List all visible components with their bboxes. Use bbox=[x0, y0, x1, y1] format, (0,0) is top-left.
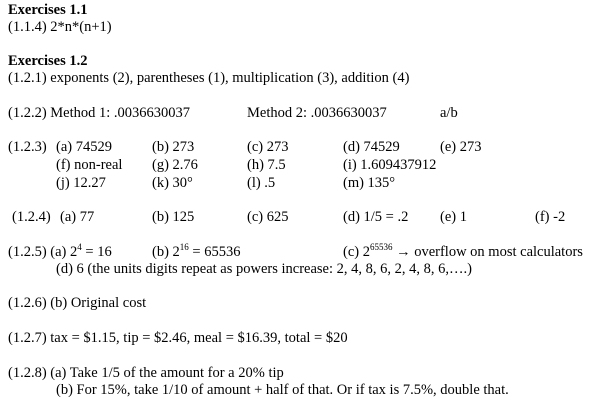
answer-1-2-4-c: (c) 625 bbox=[247, 209, 289, 225]
answer-1-2-3-g: (g) 2.76 bbox=[152, 157, 198, 173]
answer-1-2-5-c: (c) $2^{65536}$ → overflow on most calculators bbox=[343, 242, 583, 260]
answer-1-2-3-label: (1.2.3) bbox=[8, 139, 47, 155]
answer-1-2-2-method2: Method 2: .0036630037 bbox=[247, 105, 387, 121]
answer-1-2-3-d: (d) 74529 bbox=[343, 139, 400, 155]
answer-1-2-3-i: (i) 1.609437912 bbox=[343, 157, 437, 173]
answer-1-1-4: (1.1.4) 2*n*(n+1) bbox=[8, 19, 112, 35]
answer-1-2-3-f: (f) non-real bbox=[56, 157, 123, 173]
answer-1-2-1: (1.2.1) exponents (2), parentheses (1), multiplication (3), addition (4) bbox=[8, 70, 410, 86]
answer-1-2-3-k: (k) 30° bbox=[152, 175, 193, 191]
answer-1-2-3-j: (j) 12.27 bbox=[56, 175, 106, 191]
answer-1-2-4-d: (d) 1/5 = .2 bbox=[343, 209, 409, 225]
answer-1-2-3-c: (c) 273 bbox=[247, 139, 289, 155]
answer-1-2-2-method1: (1.2.2) Method 1: .0036630037 bbox=[8, 105, 191, 121]
answer-1-2-3-a: (a) 74529 bbox=[56, 139, 112, 155]
answer-1-2-3-e: (e) 273 bbox=[440, 139, 482, 155]
answer-1-2-5-b: (b) $2^{16} = 65536$ bbox=[152, 242, 241, 260]
answer-1-2-4-e: (e) 1 bbox=[440, 209, 467, 225]
answer-1-2-4-label: (1.2.4) bbox=[12, 209, 51, 225]
answer-1-2-2-ab: a/b bbox=[440, 105, 458, 121]
answer-1-2-5-a: (1.2.5) (a) $2^4 = 16$ bbox=[8, 242, 112, 260]
answer-1-2-4-b: (b) 125 bbox=[152, 209, 195, 225]
answer-1-2-4-a: (a) 77 bbox=[60, 209, 95, 225]
answer-1-2-6: (1.2.6) (b) Original cost bbox=[8, 295, 147, 311]
answer-1-2-3-l: (l) .5 bbox=[247, 175, 276, 191]
answer-1-2-8-b: (b) For 15%, take 1/10 of amount + half of that. Or if tax is 7.5%, double that. bbox=[56, 382, 509, 398]
answer-1-2-3-h: (h) 7.5 bbox=[247, 157, 286, 173]
answer-1-2-3-m: (m) 135° bbox=[343, 175, 396, 191]
exercises-1-2-heading: Exercises 1.2 bbox=[8, 53, 88, 69]
answer-1-2-8-a: (1.2.8) (a) Take 1/5 of the amount for a 20% tip bbox=[8, 365, 284, 381]
exercises-1-1-heading: Exercises 1.1 bbox=[8, 2, 88, 18]
answer-1-2-4-f: (f) -2 bbox=[535, 209, 566, 225]
answer-1-2-5-d: (d) 6 (the units digits repeat as powers increase: 2, 4, 8, 6, 2, 4, 8, 6,….) bbox=[56, 261, 472, 277]
answer-1-2-3-b: (b) 273 bbox=[152, 139, 195, 155]
answer-1-2-7: (1.2.7) tax = $1.15, tip = $2.46, meal = $16.39, total = $20 bbox=[8, 330, 348, 346]
